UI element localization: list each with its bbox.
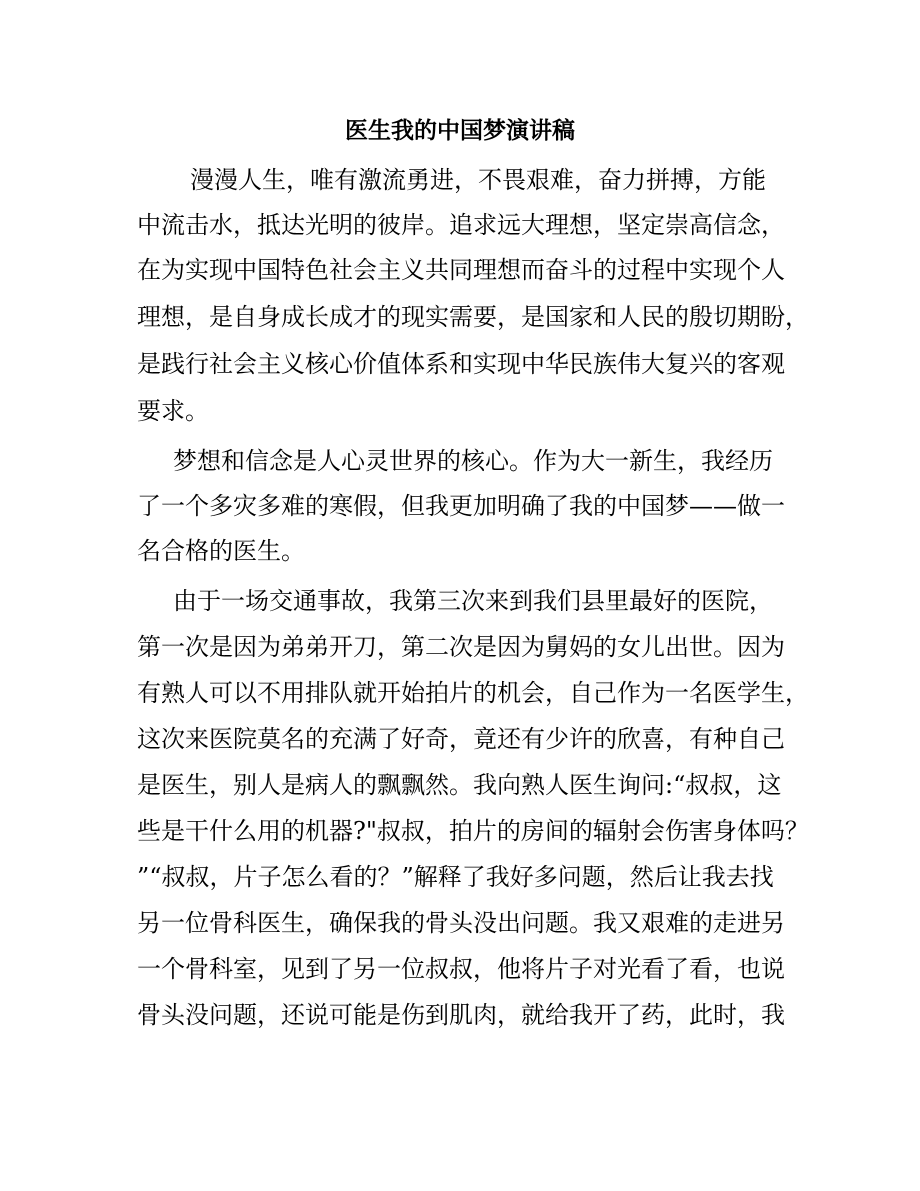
paragraph-line: 是医生，别人是病人的飘飘然。我向熟人医生询问:“叔叔，这 bbox=[137, 771, 782, 799]
paragraph-line: 名合格的医生。 bbox=[137, 537, 305, 565]
paragraph-line: 了一个多灾多难的寒假，但我更加明确了我的中国梦——做一 bbox=[137, 492, 785, 520]
paragraph-line: 有熟人可以不用排队就开始拍片的机会，自己作为一名医学生， bbox=[137, 679, 809, 707]
paragraph-line: 在为实现中国特色社会主义共同理想而奋斗的过程中实现个人 bbox=[137, 256, 785, 284]
paragraph-line: 另一位骨科医生，确保我的骨头没出问题。我又艰难的走进另 bbox=[137, 909, 785, 937]
paragraph-line: 第一次是因为弟弟开刀，第二次是因为舅妈的女儿出世。因为 bbox=[137, 633, 785, 661]
paragraph-line: 些是干什么用的机器?"叔叔，拍片的房间的辐射会伤害身体吗？ bbox=[137, 817, 809, 845]
paragraph-line: 理想，是自身成长成才的现实需要，是国家和人民的殷切期盼， bbox=[137, 303, 809, 331]
paragraph-line: 由于一场交通事故，我第三次来到我们县里最好的医院， bbox=[173, 587, 773, 615]
document-title: 医生我的中国梦演讲稿 bbox=[345, 118, 575, 144]
paragraph-line: 要求。 bbox=[137, 397, 209, 425]
paragraph-line: 骨头没问题，还说可能是伤到肌肉，就给我开了药，此时，我 bbox=[137, 1001, 785, 1029]
paragraph-line: 一个骨科室，见到了另一位叔叔，他将片子对光看了看，也说 bbox=[137, 955, 785, 983]
paragraph-line: 漫漫人生，唯有激流勇进，不畏艰难，奋力拼搏，方能 bbox=[190, 166, 766, 194]
paragraph-line: 中流击水，抵达光明的彼岸。追求远大理想，坚定崇高信念， bbox=[137, 211, 785, 239]
paragraph-line: 这次来医院莫名的充满了好奇，竟还有少许的欣喜，有种自己 bbox=[137, 725, 785, 753]
paragraph-line: ”“叔叔，片子怎么看的？”解释了我好多问题，然后让我去找 bbox=[137, 863, 774, 891]
paragraph-line: 是践行社会主义核心价值体系和实现中华民族伟大复兴的客观 bbox=[137, 350, 785, 378]
paragraph-line: 梦想和信念是人心灵世界的核心。作为大一新生，我经历 bbox=[173, 447, 773, 475]
